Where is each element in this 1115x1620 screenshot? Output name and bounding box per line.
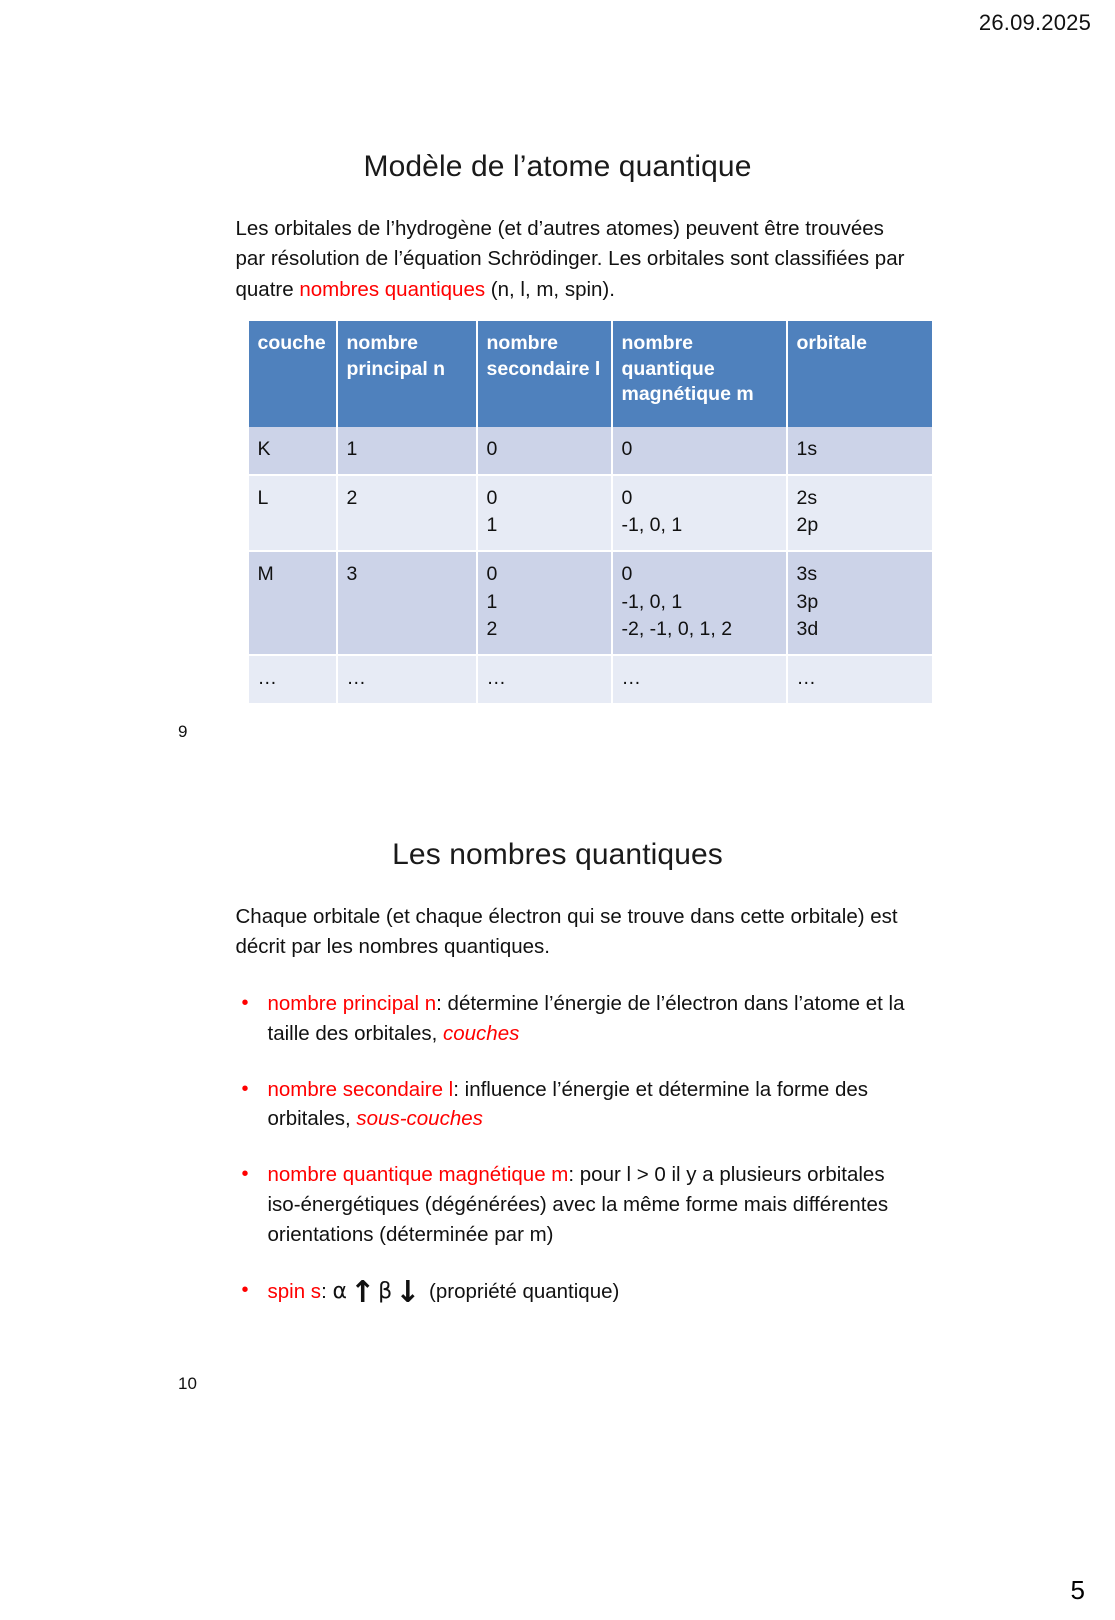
document-date: 26.09.2025 [978,10,1091,35]
cell-l-line: 0 [486,437,498,460]
table-row [249,551,932,655]
table-header-magnetique: nombre quantique magnétique m [612,321,787,427]
cell-orbitale [787,427,932,475]
cell-l-line: 0 [486,486,498,509]
arrow-up-icon: ↑ [349,1275,376,1311]
slide2-number: 10 [178,1374,197,1393]
slide1-intro-paragraph [236,214,908,305]
slide2-title: Les nombres quantiques [392,838,723,871]
bullet-term-principal: nombre principal n [267,991,437,1015]
list-item [236,1075,908,1135]
spin-tail-text: (propriété quantique) [423,1280,620,1304]
slide1-body [208,214,908,705]
cell-m-line: -2, -1, 0, 1, 2 [621,618,733,641]
bullet-term-secondaire: nombre secondaire l [267,1077,454,1101]
cell-m [612,427,787,475]
slide-quantum-numbers [0,838,1115,1334]
bullet-marker-icon: • [241,1279,249,1302]
intro-line-3-suffix: (n, l, m, spin). [485,277,615,301]
bullet-text: : influence l’énergie et détermine la forme des orbitales, [267,1077,869,1131]
cell-orbitale-line: 3d [796,618,819,641]
table-row [249,475,932,551]
cell-m-line: -1, 0, 1 [621,514,683,537]
slide1-number: 9 [178,722,188,741]
cell-n: 2 [337,475,477,551]
intro-line-1: Les orbitales de l’hydrogène (et d’autres atomes) peuvent être [235,217,800,240]
beta-symbol: β [378,1279,393,1305]
table-header-secondaire: nombre secondaire l [477,321,612,427]
table-row [249,655,932,704]
bullet-marker-icon: • [241,991,249,1014]
cell-m-line: … [621,667,641,690]
bullet-emphasis-couches: couches [442,1021,520,1045]
cell-m [612,475,787,551]
slide-quantum-atom-model [0,150,1115,705]
cell-l-line: 0 [486,563,498,586]
table-header-orbitale: orbitale [787,321,932,427]
cell-couche: M [249,551,337,655]
cell-l [477,655,612,704]
slide1-title: Modèle de l’atome quantique [363,150,752,183]
bullet-text: : détermine l’énergie de l’électron dans l’atome et la taille des orbitales, [267,991,905,1045]
intro-line-3-prefix: sont classifiées par quatre [235,247,905,301]
slide2-body [208,902,908,1311]
cell-orbitale-line: 3s [796,563,818,586]
cell-m-line: -1, 0, 1 [621,590,683,613]
cell-l-line: 2 [486,618,498,641]
table-header-couche: couche [249,321,337,427]
cell-n: 3 [337,551,477,655]
intro-line-2: trouvées par résolution de l’équation Schrödinger. Les orbitales [235,217,884,271]
cell-orbitale-line: … [796,667,816,690]
table-header-principal: nombre principal n [337,321,477,427]
table-header-row [249,321,932,427]
bullet-text: : pour l > 0 il y a plusieurs orbitales iso-énergétiques (dégénérées) avec la même forme mais différentes orientations (déterminée par m) [267,1163,889,1247]
bullet-term-spin: spin s [267,1280,322,1304]
cell-l [477,427,612,475]
alpha-symbol: α [332,1279,347,1305]
page-number: 5 [1070,1575,1085,1605]
intro-line-2: orbitale) est décrit par les nombres quantiques. [235,905,898,959]
intro-highlight-nombres-quantiques: nombres quantiques [299,277,486,301]
cell-l-line: 1 [486,590,498,613]
cell-couche: K [249,427,337,475]
bullet-term-magnetique: nombre quantique magnétique m [267,1163,569,1187]
cell-m-line: 0 [621,563,633,586]
list-item [236,1160,908,1250]
bullet-marker-icon: • [241,1163,249,1186]
cell-n: … [337,655,477,704]
bullet-emphasis-sous-couches: sous-couches [356,1107,483,1131]
cell-orbitale [787,551,932,655]
cell-m-line: 0 [621,437,633,460]
bullet-marker-icon: • [241,1077,249,1100]
list-item [236,989,908,1049]
cell-orbitale [787,475,932,551]
spin-line [267,1275,620,1311]
cell-orbitale-line: 3p [796,590,819,613]
list-item-spin [236,1275,908,1311]
cell-l [477,475,612,551]
arrow-down-icon: ↓ [395,1275,421,1311]
quantum-numbers-table [249,321,932,705]
cell-orbitale-line: 2p [796,514,819,537]
quantum-numbers-table-body [249,427,932,704]
cell-orbitale-line: 2s [796,486,818,509]
cell-l-line: 1 [486,514,498,537]
slide2-intro-paragraph [236,902,908,963]
intro-line-1: Chaque orbitale (et chaque électron qui se trouve dans cette [235,905,785,928]
cell-couche: L [249,475,337,551]
cell-n: 1 [337,427,477,475]
table-row [249,427,932,475]
quantum-numbers-bullet-list [236,989,908,1309]
spin-colon: : [321,1280,333,1304]
cell-m [612,551,787,655]
cell-l [477,551,612,655]
cell-orbitale-line: 1s [796,437,818,460]
cell-m-line: 0 [621,486,633,509]
cell-l-line: … [486,667,506,690]
cell-couche: … [249,655,337,704]
cell-orbitale [787,655,932,704]
cell-m [612,655,787,704]
